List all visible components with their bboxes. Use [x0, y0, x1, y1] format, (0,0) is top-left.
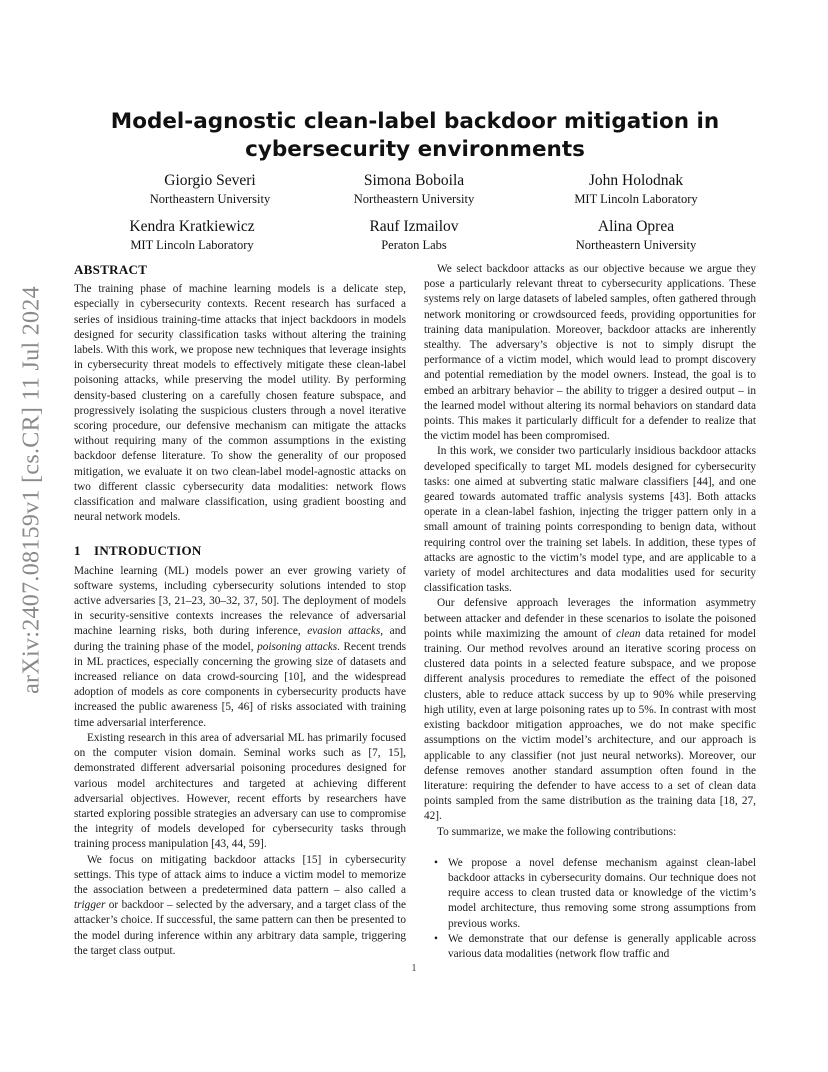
- list-item: • We demonstrate that our defense is generally applicable across various data modalities (network flow traffic and: [434, 932, 756, 960]
- intro-paragraph-6: Our defensive approach leverages the information asymmetry between attacker and defender in these scenarios to isolate the poisoned points while maximizing the amount of clean data retained for model training. Our method revolves around an iterative scoring process on clustered data points in a selected feature subspace, and we propose different analysis procedures to remediate the effect of the poisoned clusters, able to reduce attack success by up to 90% while preserving high utility, even at large poisoning rates up to 5%. In contrast with most existing backdoor mitigation approaches, we do not make specific assumptions on the victim model’s architecture, and our approach is applicable to any classifier (not just neural networks). Moreover, our defense removes another standard assumption often found in the literature: requiring the defender to have access to a set of clean data points sampled from the same distribution as the training data [18, 27, 42].: [424, 597, 756, 823]
- section-title: INTRODUCTION: [94, 543, 202, 559]
- arxiv-identifier-text: arXiv:2407.08159v1 [cs.CR] 11 Jul 2024: [18, 286, 45, 694]
- intro-paragraph-5: In this work, we consider two particularly insidious backdoor attacks developed specifically to target ML models designed for cybersecurity tasks: one aimed at subverting static malware classifiers [44], and one geared towards automated traffic analysis systems [43]. Both attacks operate in a clean-label fashion, injecting the trigger pattern only in a small amount of training points corresponding to benign data, without requiring control over the training set labels. In addition, these types of attacks are agnostic to the victim’s model type, and are applicable to a variety of model architectures and data modalities used for security classification tasks.: [424, 445, 756, 595]
- author-affiliation: MIT Lincoln Laboratory: [130, 238, 254, 252]
- intro-paragraph-4: We select backdoor attacks as our objective because we argue they pose a particularly relevant threat to cybersecurity applications. These systems rely on large datasets of labeled samples, often gathered through network monitoring or crowdsourced feeds, providing opportunities for training data manipulation. Moreover, backdoor attacks are inherently stealthy. The adversary’s objective is not to simply disrupt the performance of a victim model, which would lead to prompt discovery and potential remediation by the model owners. Instead, the goal is to embed an arbitrary behavior – the ability to trigger a desired output – in the learned model without altering its normal behaviors on standard data points. This makes it particularly difficult for a defender to realize that the victim model has been compromised.: [424, 263, 756, 443]
- author-block: [526, 217, 746, 254]
- list-item: • We propose a novel defense mechanism against clean-label backdoor attacks in cybersecurity domains. Our technique does not require access to clean trusted data or knowledge of the victim’s model architecture, thus removing some strong assumptions from previous works.: [434, 856, 756, 930]
- page-number: 1: [411, 963, 417, 974]
- author-affiliation: MIT Lincoln Laboratory: [574, 192, 698, 206]
- abstract-heading: ABSTRACT: [74, 262, 148, 277]
- author-affiliation: Northeastern University: [149, 192, 271, 206]
- author-name: Simona Boboila: [363, 172, 465, 189]
- author-affiliation: Northeastern University: [575, 238, 697, 252]
- author-name: Kendra Kratkiewicz: [129, 218, 255, 235]
- author-affiliation: Northeastern University: [353, 192, 475, 206]
- right-column: [424, 262, 756, 962]
- bullet-icon: •: [434, 932, 438, 945]
- section-number: 1: [74, 543, 81, 559]
- author-block: [82, 217, 302, 254]
- bullet-icon: •: [434, 856, 438, 869]
- author-block: [304, 171, 524, 208]
- author-name: John Holodnak: [588, 172, 684, 189]
- author-block: [526, 171, 746, 208]
- introduction-heading: [74, 543, 406, 558]
- author-name: Rauf Izmailov: [369, 218, 459, 235]
- arxiv-identifier: [12, 286, 52, 694]
- abstract-text: The training phase of machine learning models is a delicate step, especially in cybersecurity contexts. Recent research has surfaced a series of insidious training-time attacks that inject backdoors in models designed for security classification tasks without altering the training labels. With this work, we propose new techniques that leverage insights in cybersecurity threat models to effectively mitigate these clean-label poisoning attacks, while preserving the model utility. By performing density-based clustering on a carefully chosen feature subspace, and progressively isolating the suspicious clusters through a novel iterative scoring procedure, our defensive mechanism can mitigate the attacks without requiring many of the common assumptions in the existing backdoor defense literature. To show the generality of our proposed mitigation, we evaluate it on two clean-label model-agnostic attacks on two different classic cybersecurity data modalities: network flows classification and malware classification, using gradient boosting and neural network models.: [74, 283, 406, 524]
- intro-paragraph-3: We focus on mitigating backdoor attacks [15] in cybersecurity settings. This type of attack aims to induce a victim model to memorize the association between a predetermined data pattern – also called a trigger or backdoor – selected by the adversary, and a target class of the attacker’s choice. If successful, the same pattern can then be presented to the model during inference within any arbitrary data sample, triggering the target class output.: [74, 853, 406, 957]
- author-affiliation: Peraton Labs: [381, 238, 447, 252]
- left-column: [74, 262, 406, 959]
- intro-paragraph-7: To summarize, we make the following contributions:: [437, 825, 677, 838]
- intro-paragraph-1: Machine learning (ML) models power an ever growing variety of software systems, including cybersecurity solutions intended to stop active adversaries [3, 21–23, 30–32, 37, 50]. The deployment of models in security-sensitive contexts increases the relevance of adversarial machine learning risks, both during inference, evasion attacks, and during the training phase of the model, poisoning attacks. Recent trends in ML practices, especially concerning the growing size of datasets and increased reliance on data crowd-sourcing [10], and the widespread adoption of models as core components in cybersecurity products have increased the public awareness [5, 46] of risks associated with training time adversarial interference.: [74, 564, 407, 729]
- author-block: [100, 171, 320, 208]
- author-name: Giorgio Severi: [164, 172, 256, 189]
- contributions-list: [424, 856, 756, 962]
- intro-paragraph-2: Existing research in this area of adversarial ML has primarily focused on the computer vision domain. Seminal works such as [7, 15], demonstrated different adversarial poisoning procedures designed for various model architectures and targeted at achieving different adversarial objectives. However, recent efforts by researchers have started exploring possible strategies an adversary can use to compromise the integrity of models developed for cybersecurity tasks through training process manipulation [43, 44, 59].: [74, 731, 406, 851]
- author-block: [304, 217, 524, 254]
- paper-title: Model-agnostic clean-label backdoor mitigation in cybersecurity environments: [110, 109, 720, 162]
- author-name: Alina Oprea: [597, 218, 675, 235]
